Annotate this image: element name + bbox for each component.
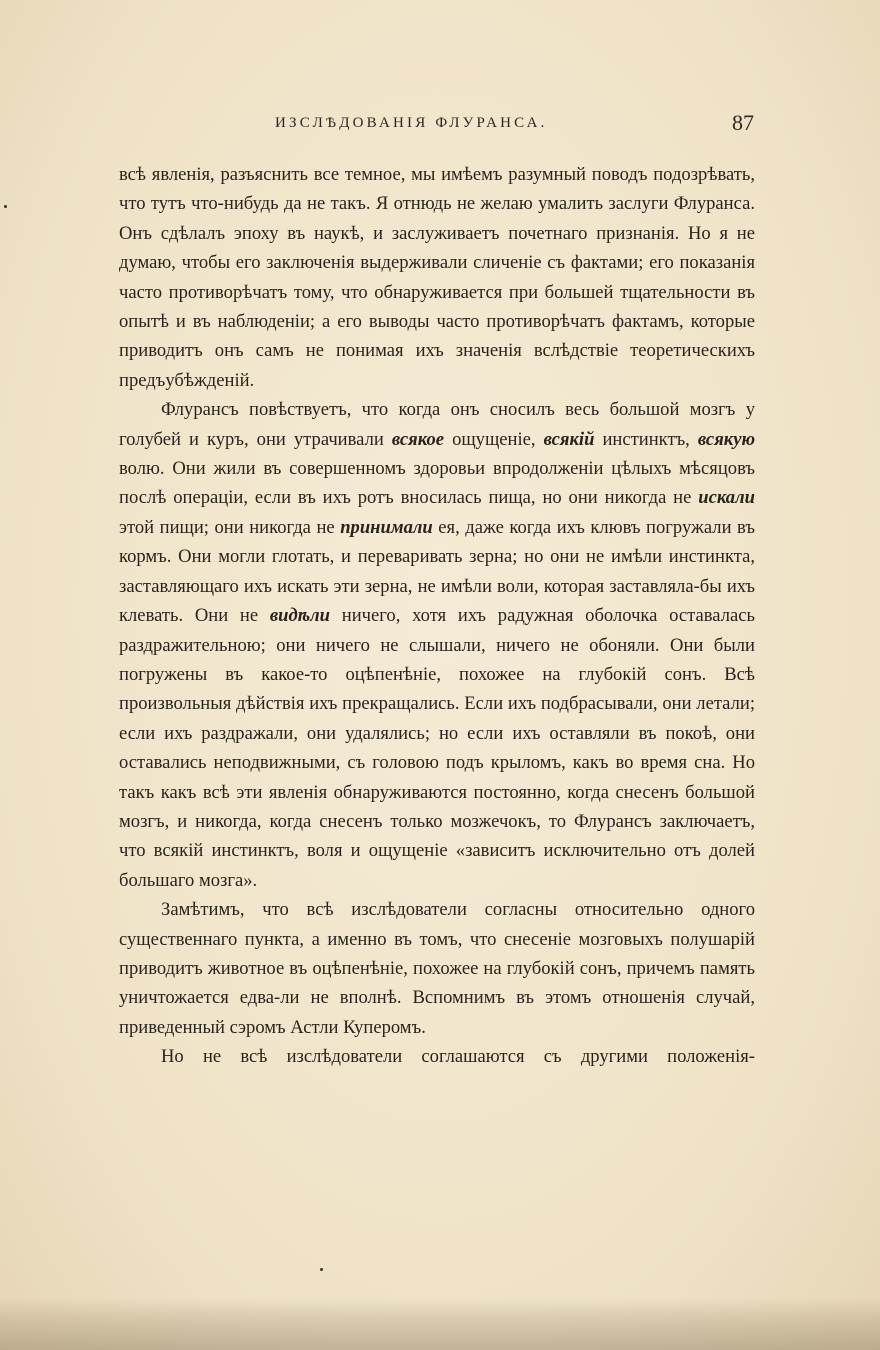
running-title: ИЗСЛѢДОВАНІЯ ФЛУРАНСА. — [275, 115, 548, 131]
paragraph-1 — [119, 160, 755, 395]
emphasized-word: видѣли — [269, 605, 331, 627]
text-run: ощущеніе, — [444, 428, 544, 450]
emphasized-word: всякій — [543, 428, 595, 450]
paper-speck — [4, 205, 7, 208]
text-run: этой пищи; они никогда не — [119, 516, 341, 538]
text-run: волю. Они жили въ совершенномъ здоровьи впродолженіи цѣлыхъ мѣсяцовъ послѣ операціи, если въ ихъ ротъ вносилась пища, но они никогда не — [119, 458, 755, 509]
paper-speck — [320, 1268, 323, 1271]
emphasized-word: искали — [698, 487, 755, 509]
text-run: ничего, хотя ихъ радужная оболочка оставалась раздражительною; они ничего не слышали, ничего не обоняли. Они были погружены въ какое-то оцѣпенѣніе, похожее на глубокій сонъ. Всѣ произвольныя дѣйствія ихъ прекращались. Если ихъ подбрасывали, они летали; если ихъ раздражали, они удалялись; но если ихъ оставляли въ покоѣ, они оставались неподвижными, съ головою подъ крыломъ, какъ во время сна. Но такъ какъ всѣ эти явленія обнаруживаются постоянно, когда снесенъ большой мозгъ, и никогда, когда снесенъ только мозжечокъ, то Флурансъ заключаетъ, что всякій инстинктъ, воля и ощущеніе «зависитъ исключительно отъ долей большаго мозга». — [119, 605, 755, 891]
text-run: всѣ явленія, разъяснить все темное, мы имѣемъ разумный поводъ подозрѣвать, что тутъ что-нибудь да не такъ. Я отнюдь не желаю умалить заслуги Флуранса. Онъ сдѣлалъ эпоху въ наукѣ, и заслуживаетъ почетнаго признанія. Но я не думаю, чтобы его заключенія выдерживали сличеніе съ фактами; его показанія часто противорѣчатъ тому, что обнаруживается при большей тщательности въ опытѣ и въ наблюденіи; а его выводы часто противорѣчатъ фактамъ, которые приводитъ онъ самъ не понимая ихъ значенія вслѣдствіе теоретическихъ предъубѣжденій. — [119, 164, 755, 391]
body-text — [119, 160, 755, 1072]
emphasized-word: всякую — [697, 428, 756, 450]
emphasized-word: принимали — [340, 516, 433, 538]
paragraph-3 — [119, 895, 755, 1042]
page-bottom-shadow — [0, 1298, 880, 1350]
text-run: Но не всѣ изслѣдователи соглашаются съ другими положенія- — [161, 1046, 755, 1068]
page-number: 87 — [732, 110, 754, 135]
page-header — [120, 110, 760, 140]
text-run: инстинктъ, — [594, 428, 698, 450]
text-run: ея, даже когда ихъ клювъ погружали въ кормъ. Они могли глотать, и переваривать зерна; но они не имѣли инстинкта, заставляющаго ихъ искать эти зерна, не имѣли воли, которая заставляла-бы ихъ клевать. Они не — [119, 516, 755, 627]
text-run: Замѣтимъ, что всѣ изслѣдователи согласны относительно одного существеннаго пункта, а именно въ томъ, что снесеніе мозговыхъ полушарій приводитъ животное въ оцѣпенѣніе, похожее на глубокій сонъ, причемъ память уничтожается едва-ли не вполнѣ. Вспомнимъ въ этомъ отношенія случай, приведенный сэромъ Астли Куперомъ. — [119, 899, 755, 1038]
paragraph-2 — [119, 395, 755, 895]
emphasized-word: всякое — [391, 428, 445, 450]
text-run: Флурансъ повѣствуетъ, что когда онъ сносилъ весь большой мозгъ у голубей и куръ, они утрачивали — [119, 399, 755, 450]
paragraph-4 — [119, 1042, 755, 1071]
